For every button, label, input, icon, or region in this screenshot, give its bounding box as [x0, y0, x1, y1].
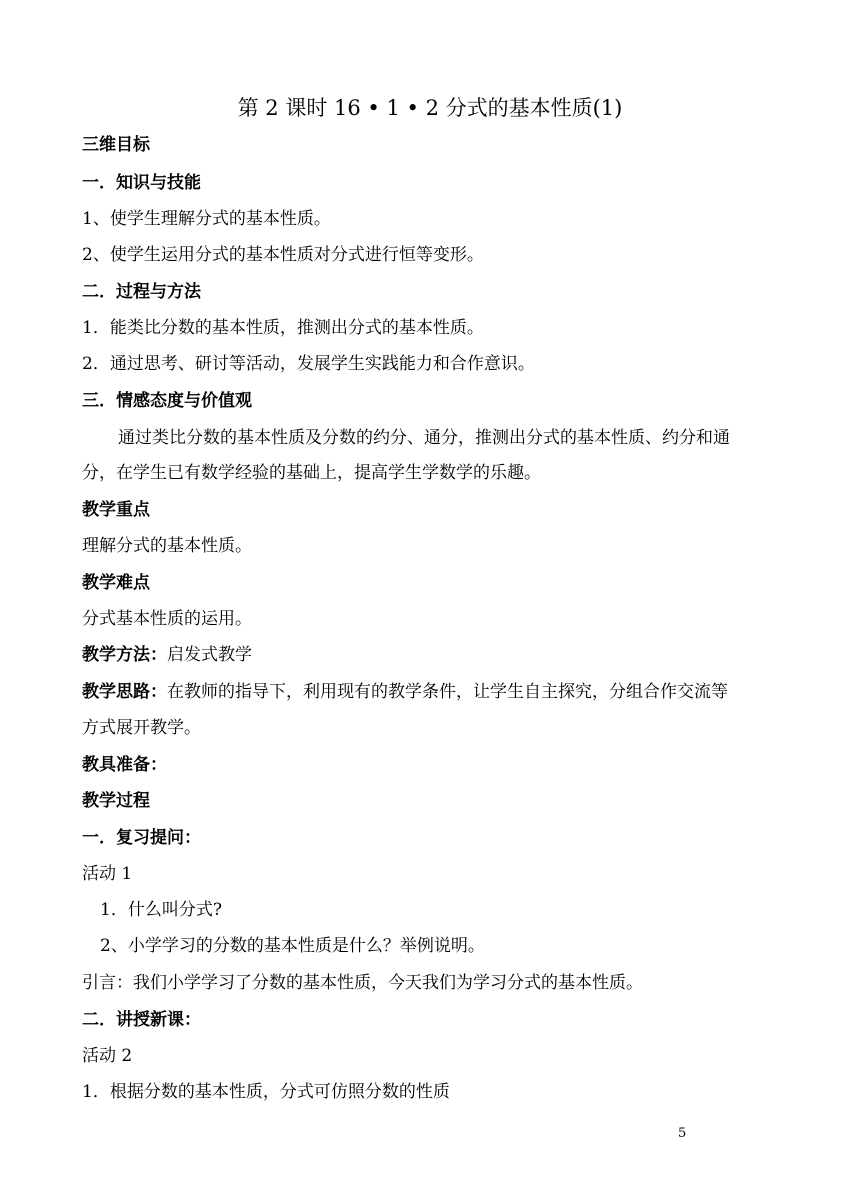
activity-1-label: 活动 1 — [82, 864, 133, 884]
page-title: 第 2 课时 16 • 1 • 2 分式的基本性质(1) — [237, 96, 623, 120]
knowledge-item-1: 1、使学生理解分式的基本性质。 — [82, 209, 331, 229]
difficulty-heading: 教学难点 — [82, 573, 150, 593]
process-item-2: 2．通过思考、研讨等活动，发展学生实践能力和合作意识。 — [82, 354, 535, 374]
knowledge-heading: 一．知识与技能 — [82, 173, 201, 193]
intro-text: 引言：我们小学学习了分数的基本性质，今天我们为学习分式的基本性质。 — [82, 973, 643, 993]
review-heading: 一．复习提问： — [82, 828, 201, 848]
new-lesson-item-1: 1．根据分数的基本性质，分式可仿照分数的性质 — [82, 1082, 450, 1102]
emotion-paragraph-line-1: 通过类比分数的基本性质及分数的约分、通分，推测出分式的基本性质、约分和通 — [118, 428, 730, 448]
difficulty-text: 分式基本性质的运用。 — [82, 609, 252, 629]
emotion-heading: 三．情感态度与价值观 — [82, 391, 252, 411]
idea-line-1 — [82, 680, 812, 704]
tools-label: 教具准备： — [82, 755, 167, 775]
idea-line-2: 方式展开教学。 — [82, 718, 201, 738]
idea-label: 教学思路： — [82, 682, 167, 702]
goals-heading: 三维目标 — [82, 135, 150, 155]
process-item-1: 1．能类比分数的基本性质，推测出分式的基本性质。 — [82, 318, 484, 338]
review-question-1: 1．什么叫分式? — [100, 900, 222, 920]
new-lesson-heading: 二．讲授新课： — [82, 1010, 201, 1030]
key-points-text: 理解分式的基本性质。 — [82, 536, 252, 556]
procedure-heading: 教学过程 — [82, 791, 150, 811]
process-heading: 二．过程与方法 — [82, 282, 201, 302]
page-number: 5 — [678, 1126, 687, 1141]
method-text: 启发式教学 — [167, 645, 252, 665]
emotion-paragraph-line-2: 分，在学生已有数学经验的基础上，提高学生学数学的乐趣。 — [82, 463, 541, 483]
review-question-2: 2、小学学习的分数的基本性质是什么？举例说明。 — [100, 936, 485, 956]
knowledge-item-2: 2、使学生运用分式的基本性质对分式进行恒等变形。 — [82, 245, 484, 265]
activity-2-label: 活动 2 — [82, 1046, 133, 1066]
idea-text-1: 在教师的指导下，利用现有的教学条件，让学生自主探究，分组合作交流等 — [167, 682, 728, 702]
key-points-heading: 教学重点 — [82, 500, 150, 520]
method-line — [82, 643, 812, 667]
method-label: 教学方法： — [82, 645, 167, 665]
